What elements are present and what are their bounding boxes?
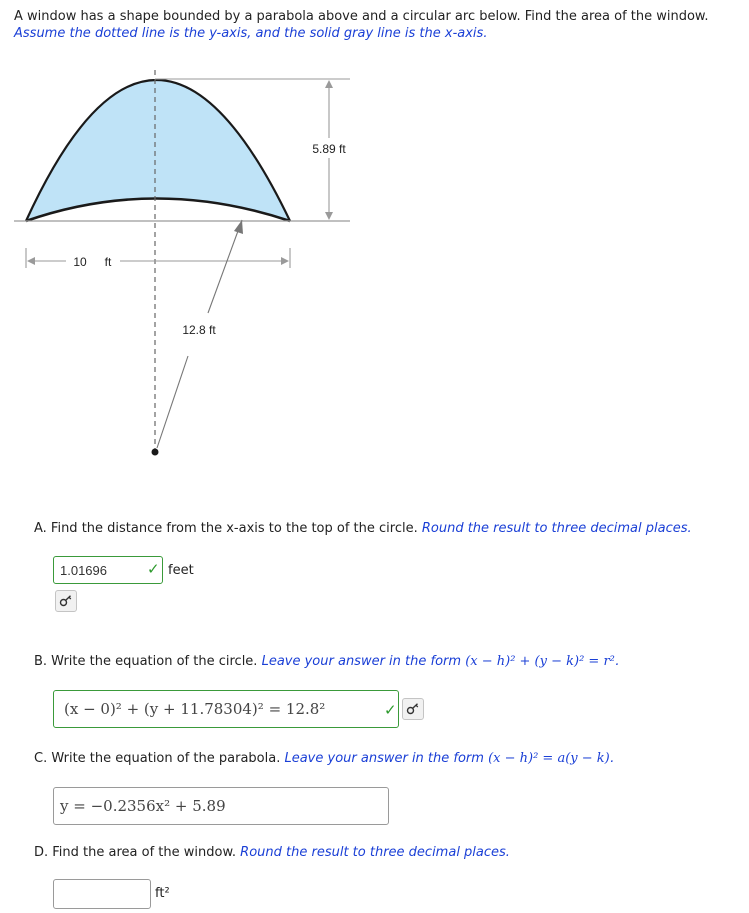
width-label-unit: ft bbox=[104, 255, 112, 269]
width-arrow-left bbox=[27, 257, 35, 265]
part-c-label: C. Write the equation of the parabola. bbox=[34, 751, 281, 766]
part-b-answer-field[interactable] bbox=[53, 690, 399, 728]
part-c-answer-value: y = −0.2356x² + 5.89 bbox=[60, 797, 226, 815]
part-a-hint: Round the result to three decimal places. bbox=[421, 521, 692, 536]
radius-line-lower bbox=[157, 356, 188, 448]
part-d-answer-field[interactable] bbox=[53, 879, 151, 909]
part-b-answer-value: (x − 0)² + (y + 11.78304)² = 12.8² bbox=[64, 700, 326, 718]
problem-hint: Assume the dotted line is the y-axis, and the solid gray line is the x-axis. bbox=[14, 26, 488, 41]
part-b-label: B. Write the equation of the circle. bbox=[34, 654, 258, 669]
part-a-answer-field[interactable] bbox=[53, 556, 163, 584]
part-d-question bbox=[34, 845, 510, 860]
part-a-question bbox=[34, 521, 692, 536]
width-arrow-right bbox=[281, 257, 289, 265]
part-d-hint: Round the result to three decimal places. bbox=[240, 845, 510, 860]
window-figure bbox=[0, 60, 380, 470]
circle-center-point bbox=[152, 449, 159, 456]
part-c-hint: Leave your answer in the form bbox=[284, 751, 484, 766]
part-b-hint: Leave your answer in the form bbox=[261, 654, 462, 669]
height-arrow-top bbox=[325, 80, 333, 88]
radius-arrow bbox=[234, 220, 243, 234]
problem-prompt bbox=[14, 8, 734, 42]
part-d-label: D. Find the area of the window. bbox=[34, 845, 237, 860]
part-d-unit: ft² bbox=[155, 886, 170, 901]
radius-label: 12.8 ft bbox=[182, 323, 216, 337]
radius-line-upper bbox=[208, 220, 242, 313]
part-a-answer-value: 1.01696 bbox=[60, 563, 107, 578]
height-arrow-bottom bbox=[325, 212, 333, 220]
part-c-question bbox=[34, 751, 614, 766]
part-c-form: (x − h)² = a(y − k). bbox=[488, 751, 614, 766]
part-c-answer-field[interactable] bbox=[53, 787, 389, 825]
key-icon[interactable] bbox=[402, 698, 424, 720]
part-b-question bbox=[34, 654, 619, 669]
problem-statement: A window has a shape bounded by a parabola above and a circular arc below. Find the area of the window. bbox=[14, 9, 709, 24]
part-a-unit: feet bbox=[168, 563, 194, 578]
check-icon: ✓ bbox=[384, 701, 397, 719]
check-icon: ✓ bbox=[147, 560, 160, 578]
height-label: 5.89 ft bbox=[312, 142, 346, 156]
part-b-form: (x − h)² + (y − k)² = r². bbox=[465, 654, 620, 669]
part-a-label: A. Find the distance from the x-axis to the top of the circle. bbox=[34, 521, 418, 536]
key-icon[interactable] bbox=[55, 590, 77, 612]
width-label-value: 10 bbox=[73, 255, 87, 269]
